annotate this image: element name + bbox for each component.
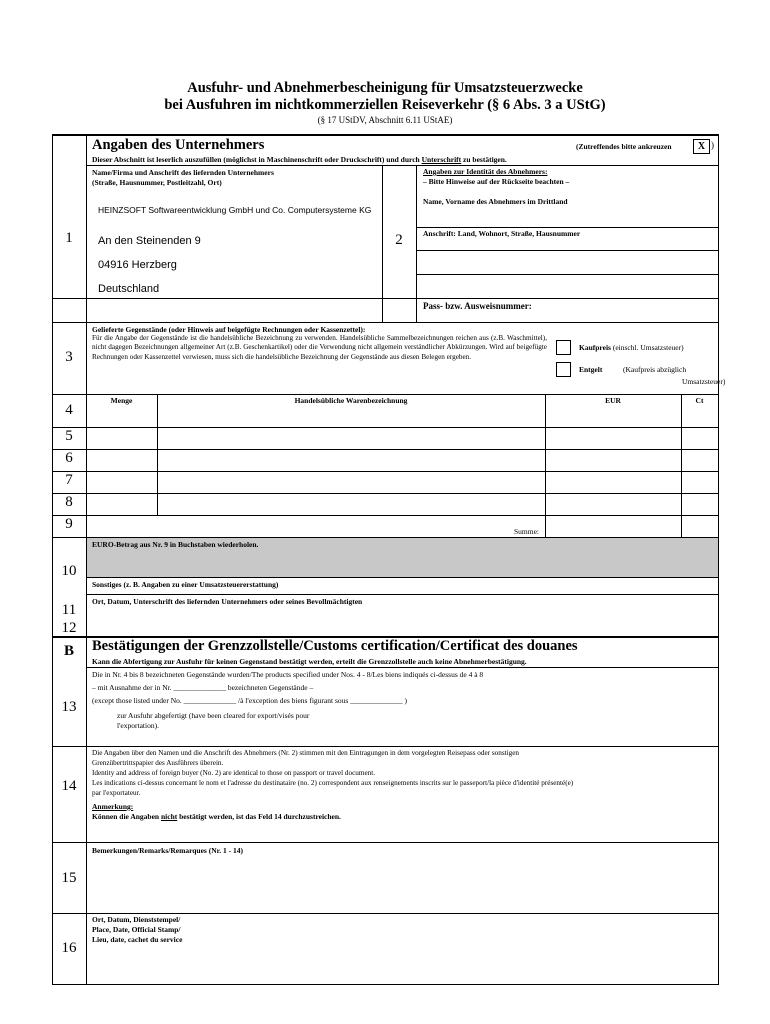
entgelt-note: (Kaufpreis abzüglich [623, 365, 687, 374]
row-number-14: 14 [61, 778, 77, 794]
supplier-label-sub: (Straße, Hausnummer, Postleitzahl, Ort) [92, 178, 222, 187]
row-number-10: 10 [61, 563, 77, 579]
buyer-name-label: Name, Vorname des Abnehmers im Drittland [423, 197, 568, 206]
amount-in-words-label: EURO-Betrag aus Nr. 9 in Buchstaben wiederholen. [92, 540, 259, 549]
supplier-street[interactable]: An den Steinenden 9 [98, 235, 201, 247]
supplier-country[interactable]: Deutschland [98, 283, 160, 295]
supplier-label: Name/Firma und Anschrift des liefernden Unternehmers [92, 168, 274, 177]
customs-export-text-3: (except those listed under No. ______________ /à l'exception des biens figurant sous ______________ ) [92, 696, 408, 705]
remarks-label: Bemerkungen/Remarks/Remarques (Nr. 1 - 14) [92, 846, 244, 855]
goods-section-instructions: Für die Angabe der Gegenstände ist die handelsübliche Bezeichnung zu verwenden. Handelsübliche Sammelbezeichnungen reichen aus (z.B. Waschmittel), nicht dagegen Bezeichnungen allgemeiner Art (z.B. Geschenkartikel) oder die Verwendung nicht allgemein verständlicher Abkürzungen. Wird auf beigefügte Rechnungen oder Kassenzettel verwiesen, muss sich die handelsübliche Bezeichnung der Gegenstände aus diesen Belegen ergeben. [92, 334, 547, 361]
buyer-name-field[interactable] [418, 209, 716, 225]
row-number-3: 3 [65, 349, 73, 365]
col-header-eur: EUR [605, 396, 621, 405]
row-number-11: 11 [61, 602, 77, 618]
col-header-bezeichnung: Handelsübliche Warenbezeichnung [294, 396, 408, 405]
official-stamp-field[interactable] [87, 946, 717, 983]
goods-row[interactable] [87, 428, 717, 449]
row-number-8: 8 [65, 494, 73, 510]
remark-text: Können die Angaben nicht bestätigt werden, ist das Feld 14 durchzustreichen. [92, 812, 341, 821]
passport-number-label: Pass- bzw. Ausweisnummer: [423, 301, 532, 311]
form-title-line1: Ausfuhr- und Abnehmerbescheinigung für Umsatzsteuerzwecke [187, 80, 583, 96]
buyer-identity-note: – Bitte Hinweise auf der Rückseite beachten – [423, 177, 570, 186]
customs-export-text-4: zur Ausfuhr abgefertigt (have been cleared for export/visés pour [117, 711, 310, 720]
goods-section-title: Gelieferte Gegenstände (oder Hinweis auf beigefügte Rechnungen oder Kassenzettel): [92, 325, 366, 334]
stamp-label-en: Place, Date, Official Stamp/ [92, 925, 181, 934]
entgelt-label: Entgelt [579, 365, 603, 374]
remarks-field[interactable] [87, 857, 717, 911]
row-number-5: 5 [65, 428, 73, 444]
buyer-identity-label: Angaben zur Identität des Abnehmers: [423, 167, 548, 176]
remark-title: Anmerkung: [92, 802, 134, 811]
entgelt-checkbox[interactable] [556, 362, 571, 377]
row-number-16: 16 [61, 940, 77, 956]
section-instruction: Dieser Abschnitt ist leserlich auszufüllen (möglichst in Maschinenschrift oder Druckschrift) und durch Unterschrift zu bestätigen. [92, 155, 507, 164]
row-number-2: 2 [395, 232, 403, 248]
identity-confirmation-text-3: Identity and address of foreign buyer (No. 2) are identical to those on passport or travel document. [92, 769, 376, 777]
customs-export-text-5: l'exportation). [117, 721, 159, 730]
row-number-13: 13 [61, 699, 77, 715]
buyer-address-field[interactable] [418, 252, 716, 272]
goods-row[interactable] [87, 408, 717, 427]
entgelt-note-2: Umsatzsteuer) [682, 377, 726, 386]
supplier-signature-field[interactable] [87, 608, 717, 634]
identity-confirmation-text-4: Les indications ci-dessus concernant le nom et l'adresse du destinataire (no. 2) correspondent aux renseignements inscrits sur le passeport/la pièce d'identité présenté(e) [92, 779, 574, 787]
tick-hint: (Zutreffendes bitte ankreuzen [576, 142, 672, 151]
customs-section-heading: Bestätigungen der Grenzzollstelle/Customs certification/Certificat des douanes [92, 638, 578, 654]
col-header-ct: Ct [695, 396, 704, 405]
goods-row[interactable] [87, 494, 717, 515]
row-number-6: 6 [65, 450, 73, 466]
buyer-address-label: Anschrift: Land, Wohnort, Straße, Hausnummer [423, 229, 581, 238]
row-number-1: 1 [65, 230, 73, 246]
row-number-9: 9 [65, 516, 73, 532]
customs-export-text-1: Die in Nr. 4 bis 8 bezeichneten Gegenstände wurden/The products specified under Nos. 4 - 8/Les biens indiqués ci-dessus de 4 à 8 [92, 670, 484, 679]
sum-label: Summe: [514, 527, 540, 536]
kaufpreis-label: Kaufpreis (einschl. Umsatzsteuer) [579, 343, 684, 352]
supplier-city[interactable]: 04916 Herzberg [98, 259, 177, 271]
customs-section-sub: Kann die Abfertigung zur Ausfuhr für keinen Gegenstand bestätigt werden, erteilt die Grenzzollstelle auch keine Abnehmerbestätigung. [92, 657, 527, 666]
row-number-15: 15 [61, 870, 77, 886]
supplier-company[interactable]: HEINZSOFT Softwareentwicklung GmbH und Co. Computersysteme KG [98, 205, 372, 215]
form-title-line2: bei Ausfuhren im nichtkommerziellen Reiseverkehr (§ 6 Abs. 3 a UStG) [164, 97, 606, 113]
customs-export-text-2: – mit Ausnahme der in Nr. ______________ bezeichneten Gegenstände – [92, 683, 314, 692]
stamp-label-de: Ort, Datum, Dienststempel/ [92, 915, 181, 924]
row-number-12: 12 [61, 620, 77, 636]
identity-confirmation-text-1: Die Angaben über den Namen und die Anschrift des Abnehmers (Nr. 2) stimmen mit den Eintragungen in dem vorgelegten Reisepass oder sonstigen [92, 749, 520, 757]
goods-row[interactable] [87, 472, 717, 493]
tick-hint-close: ) [711, 140, 714, 150]
supplier-signature-label: Ort, Datum, Unterschrift des liefernden Unternehmers oder seines Bevollmächtigten [92, 597, 363, 606]
kaufpreis-checkbox[interactable] [556, 340, 571, 355]
sonstiges-label: Sonstiges (z. B. Angaben zu einer Umsatzsteuererstattung) [92, 580, 279, 589]
identity-confirmation-text-5: par l'exportateur. [92, 789, 141, 797]
row-number-4: 4 [65, 402, 73, 418]
col-header-menge: Menge [110, 396, 133, 405]
section-letter-b: B [63, 643, 74, 659]
stamp-label-fr: Lieu, date, cachet du service [92, 935, 183, 944]
section-heading-unternehmer: Angaben des Unternehmers [92, 137, 265, 153]
row-number-7: 7 [65, 472, 73, 488]
identity-confirmation-text-2: Grenzübertrittspapier des Ausführers überein. [92, 759, 224, 767]
tick-example-box: X [693, 139, 710, 154]
goods-row[interactable] [87, 450, 717, 471]
form-subtitle: (§ 17 UStDV, Abschnitt 6.11 UStAE) [317, 115, 453, 125]
